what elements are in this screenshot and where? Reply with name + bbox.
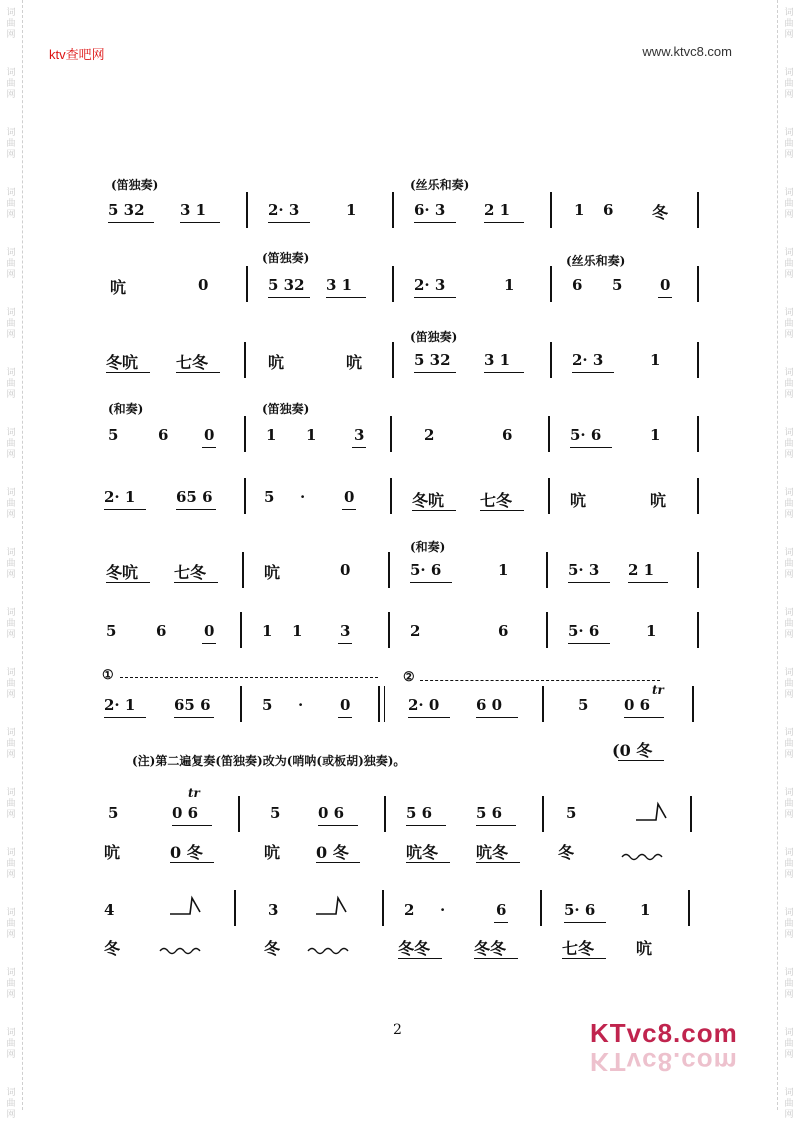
note: 2· 3 — [268, 201, 300, 219]
note: 吭 — [264, 563, 281, 582]
note: 七冬 — [176, 353, 209, 372]
trill-mark: tr — [652, 683, 664, 697]
bar-line — [697, 478, 699, 514]
underline — [628, 582, 668, 583]
underline — [414, 222, 456, 223]
note: 七冬 — [480, 491, 513, 510]
bar-line — [540, 890, 542, 926]
site-logo-reflection: KTvc8.com — [590, 1047, 738, 1077]
watermark-left: 词 曲 网 — [6, 668, 16, 700]
note: 3 — [354, 426, 365, 444]
note: 2· 1 — [104, 696, 136, 714]
note: 5 — [578, 696, 589, 714]
watermark-left: 词 曲 网 — [6, 308, 16, 340]
bar-line — [688, 890, 690, 926]
bar-line — [697, 342, 699, 378]
underline — [414, 297, 456, 298]
label-flute-solo: (笛独奏) — [262, 402, 310, 416]
underline — [326, 297, 366, 298]
bar-line — [550, 342, 552, 378]
watermark-right: 词 曲 网 — [784, 608, 794, 640]
underline — [108, 222, 154, 223]
note: 1 — [498, 561, 509, 579]
note: 5· 6 — [564, 901, 596, 919]
volta-first-bracket — [120, 677, 378, 678]
underline — [172, 825, 212, 826]
bar-line — [542, 796, 544, 832]
bar-line — [390, 416, 392, 452]
note: 6 — [603, 201, 614, 219]
underline — [476, 717, 518, 718]
underline — [406, 825, 446, 826]
bar-line — [392, 266, 394, 302]
bar-line — [690, 796, 692, 832]
note: · — [298, 696, 304, 714]
underline — [174, 717, 214, 718]
bar-line — [697, 416, 699, 452]
label-flute-solo: (笛独奏) — [262, 251, 310, 265]
label-flute-solo: (笛独奏) — [410, 330, 458, 344]
note: 2 — [410, 622, 421, 640]
note: · — [300, 488, 306, 506]
note: 冬 — [652, 203, 669, 222]
bar-line — [548, 478, 550, 514]
note: (0 冬 — [612, 741, 653, 760]
note: 吭冬 — [476, 843, 509, 862]
underline — [484, 372, 524, 373]
underline — [104, 717, 146, 718]
note: 6 — [158, 426, 169, 444]
underline — [104, 509, 146, 510]
watermark-left: 词 曲 网 — [6, 1028, 16, 1060]
label-strings-ensemble: (丝乐和奏) — [410, 178, 470, 192]
bar-line — [697, 612, 699, 648]
site-logo[interactable]: KTvc8.com — [590, 1018, 738, 1048]
volta-first-marker: ① — [102, 668, 114, 683]
note: 65 6 — [176, 488, 213, 506]
note: 1 — [646, 622, 657, 640]
note: 吭 — [650, 491, 667, 510]
bar-line — [244, 416, 246, 452]
watermark-left: 词 曲 网 — [6, 728, 16, 760]
underline — [174, 582, 218, 583]
watermark-left: 词 曲 网 — [6, 68, 16, 100]
label-strings-ensemble: (丝乐和奏) — [566, 254, 626, 268]
underline — [476, 862, 520, 863]
bar-line — [392, 342, 394, 378]
watermark-right: 词 曲 网 — [784, 68, 794, 100]
watermark-left: 词 曲 网 — [6, 608, 16, 640]
watermark-right: 词 曲 网 — [784, 848, 794, 880]
note: 6 — [156, 622, 167, 640]
bar-line — [550, 266, 552, 302]
note: 5· 6 — [568, 622, 600, 640]
watermark-left: 词 曲 网 — [6, 8, 16, 40]
bar-line — [392, 192, 394, 228]
bar-line — [378, 686, 380, 722]
note: 2· 0 — [408, 696, 440, 714]
bar-line — [246, 266, 248, 302]
underline — [484, 222, 524, 223]
note: 65 6 — [174, 696, 211, 714]
watermark-left: 词 曲 网 — [6, 488, 16, 520]
note: 5 — [108, 426, 119, 444]
underline — [352, 447, 366, 448]
note: 3 — [268, 901, 279, 919]
label-flute-solo: (笛独奏) — [111, 178, 159, 192]
glide-mark — [314, 894, 350, 918]
underline — [398, 958, 442, 959]
note: 0 — [204, 426, 215, 444]
note: 2· 3 — [414, 276, 446, 294]
underline — [106, 582, 150, 583]
underline — [338, 643, 352, 644]
tremolo-wave — [158, 946, 202, 956]
note: 5 — [264, 488, 275, 506]
watermark-right: 词 曲 网 — [784, 1028, 794, 1060]
note: 1 — [650, 351, 661, 369]
note: 5 — [270, 804, 281, 822]
bar-line — [388, 552, 390, 588]
watermark-left: 词 曲 网 — [6, 908, 16, 940]
note: 5 32 — [414, 351, 451, 369]
watermark-left: 词 曲 网 — [6, 368, 16, 400]
tremolo-wave — [306, 946, 350, 956]
note: 5 32 — [108, 201, 145, 219]
volta-second-bracket — [420, 680, 660, 681]
underline — [338, 717, 352, 718]
underline — [202, 643, 216, 644]
note: 0 6 — [318, 804, 345, 822]
note: 1 — [640, 901, 651, 919]
note: 冬 — [104, 939, 121, 958]
note: 6 — [572, 276, 583, 294]
watermark-right: 词 曲 网 — [784, 488, 794, 520]
note: 6 0 — [476, 696, 503, 714]
note: 七冬 — [562, 939, 595, 958]
bar-line — [390, 478, 392, 514]
underline — [414, 372, 456, 373]
note: 0 — [344, 488, 355, 506]
underline — [618, 760, 664, 761]
note: 吭 — [268, 353, 285, 372]
note: 吭 — [110, 278, 127, 297]
note: 5 6 — [406, 804, 433, 822]
note: 1 — [504, 276, 515, 294]
note: 0 冬 — [316, 843, 349, 862]
watermark-right: 词 曲 网 — [784, 728, 794, 760]
underline — [572, 372, 614, 373]
note: 吭 — [636, 939, 653, 958]
note: 5· 6 — [410, 561, 442, 579]
footnote: (注)第二遍复奏(笛独奏)改为(哨呐(或板胡)独奏)。 — [132, 754, 406, 768]
note: 5 — [566, 804, 577, 822]
watermark-left: 词 曲 网 — [6, 848, 16, 880]
note: 0 6 — [172, 804, 199, 822]
underline — [268, 222, 310, 223]
note: 冬 — [558, 843, 575, 862]
underline — [624, 717, 664, 718]
watermark-right: 词 曲 网 — [784, 1088, 794, 1120]
note: 5 — [612, 276, 623, 294]
glide-mark — [634, 800, 670, 824]
underline — [494, 922, 508, 923]
note: 冬吭 — [412, 491, 445, 510]
note: 1 — [650, 426, 661, 444]
underline — [568, 582, 610, 583]
bar-line — [242, 552, 244, 588]
note: 5 — [262, 696, 273, 714]
bar-line — [542, 686, 544, 722]
note: 2 1 — [484, 201, 511, 219]
watermark-right: 词 曲 网 — [784, 248, 794, 280]
note: 吭 — [104, 843, 121, 862]
note: 吭 — [570, 491, 587, 510]
site-url-link[interactable]: www.ktvc8.com — [642, 44, 732, 59]
note: 2 — [424, 426, 435, 444]
note: 5· 6 — [570, 426, 602, 444]
bar-line — [697, 192, 699, 228]
note: 0 — [340, 561, 351, 579]
bar-line — [546, 612, 548, 648]
watermark-right: 词 曲 网 — [784, 428, 794, 460]
underline — [176, 372, 220, 373]
page-number: 2 — [393, 1022, 402, 1038]
underline — [180, 222, 220, 223]
note: 2· 1 — [104, 488, 136, 506]
underline — [342, 509, 356, 510]
underline — [474, 958, 518, 959]
note: 6· 3 — [414, 201, 446, 219]
site-name-link[interactable]: ktv查吧网 — [49, 47, 105, 62]
underline — [316, 862, 360, 863]
note: 0 冬 — [170, 843, 203, 862]
underline — [570, 447, 612, 448]
bar-line — [384, 796, 386, 832]
bar-line — [384, 686, 385, 722]
watermark-right: 词 曲 网 — [784, 368, 794, 400]
label-ensemble: (和奏) — [410, 540, 446, 554]
bar-line — [697, 552, 699, 588]
underline — [410, 582, 452, 583]
bar-line — [382, 890, 384, 926]
bar-line — [388, 612, 390, 648]
note: 6 — [502, 426, 513, 444]
underline — [406, 862, 450, 863]
note: 吭 — [264, 843, 281, 862]
underline — [408, 717, 450, 718]
underline — [562, 958, 606, 959]
note: 冬吭 — [106, 353, 139, 372]
note: 6 — [498, 622, 509, 640]
note: 冬 — [264, 939, 281, 958]
note: 5· 3 — [568, 561, 600, 579]
note: 冬吭 — [106, 563, 139, 582]
note: 3 1 — [484, 351, 511, 369]
bar-line — [244, 478, 246, 514]
note: 七冬 — [174, 563, 207, 582]
note: 1 — [262, 622, 273, 640]
glide-mark — [168, 894, 204, 918]
bar-line — [234, 890, 236, 926]
label-ensemble: (和奏) — [108, 402, 144, 416]
bar-line — [240, 612, 242, 648]
bar-line — [246, 192, 248, 228]
note: 3 1 — [326, 276, 353, 294]
note: 2 — [404, 901, 415, 919]
underline — [568, 643, 610, 644]
note: 0 — [204, 622, 215, 640]
watermark-left: 词 曲 网 — [6, 128, 16, 160]
note: 4 — [104, 901, 115, 919]
watermark-right: 词 曲 网 — [784, 788, 794, 820]
note: 2· 3 — [572, 351, 604, 369]
watermark-left: 词 曲 网 — [6, 788, 16, 820]
note: 1 — [346, 201, 357, 219]
note: 1 — [306, 426, 317, 444]
watermark-left: 词 曲 网 — [6, 968, 16, 1000]
note: · — [440, 901, 446, 919]
underline — [202, 447, 216, 448]
underline — [480, 510, 524, 511]
underline — [318, 825, 358, 826]
note: 5 — [106, 622, 117, 640]
note: 0 — [340, 696, 351, 714]
underline — [176, 509, 216, 510]
note: 5 — [108, 804, 119, 822]
watermark-right: 词 曲 网 — [784, 128, 794, 160]
bar-line — [238, 796, 240, 832]
note: 1 — [292, 622, 303, 640]
note: 3 — [340, 622, 351, 640]
watermark-left: 词 曲 网 — [6, 428, 16, 460]
watermark-right: 词 曲 网 — [784, 8, 794, 40]
bar-line — [548, 416, 550, 452]
bar-line — [550, 192, 552, 228]
note: 1 — [266, 426, 277, 444]
watermark-left: 词 曲 网 — [6, 548, 16, 580]
watermark-left: 词 曲 网 — [6, 188, 16, 220]
tremolo-wave — [620, 852, 664, 862]
note: 1 — [574, 201, 585, 219]
underline — [564, 922, 606, 923]
note: 5 6 — [476, 804, 503, 822]
note: 0 6 — [624, 696, 651, 714]
note: 0 — [660, 276, 671, 294]
underline — [268, 297, 310, 298]
note: 吭冬 — [406, 843, 439, 862]
underline — [106, 372, 150, 373]
note: 冬冬 — [474, 939, 507, 958]
note: 0 — [198, 276, 209, 294]
bar-line — [546, 552, 548, 588]
watermark-right: 词 曲 网 — [784, 548, 794, 580]
watermark-left: 词 曲 网 — [6, 1088, 16, 1120]
bar-line — [240, 686, 242, 722]
bar-line — [697, 266, 699, 302]
volta-second-marker: ② — [403, 670, 415, 685]
watermark-right: 词 曲 网 — [784, 668, 794, 700]
bar-line — [692, 686, 694, 722]
underline — [658, 297, 672, 298]
note: 2 1 — [628, 561, 655, 579]
underline — [412, 510, 456, 511]
watermark-left: 词 曲 网 — [6, 248, 16, 280]
note: 3 1 — [180, 201, 207, 219]
note: 冬冬 — [398, 939, 431, 958]
underline — [170, 862, 214, 863]
underline — [476, 825, 516, 826]
watermark-right: 词 曲 网 — [784, 908, 794, 940]
note: 5 32 — [268, 276, 305, 294]
watermark-right: 词 曲 网 — [784, 308, 794, 340]
watermark-right: 词 曲 网 — [784, 188, 794, 220]
note: 吭 — [346, 353, 363, 372]
note: 6 — [496, 901, 507, 919]
bar-line — [244, 342, 246, 378]
trill-mark: tr — [188, 786, 200, 800]
watermark-right: 词 曲 网 — [784, 968, 794, 1000]
